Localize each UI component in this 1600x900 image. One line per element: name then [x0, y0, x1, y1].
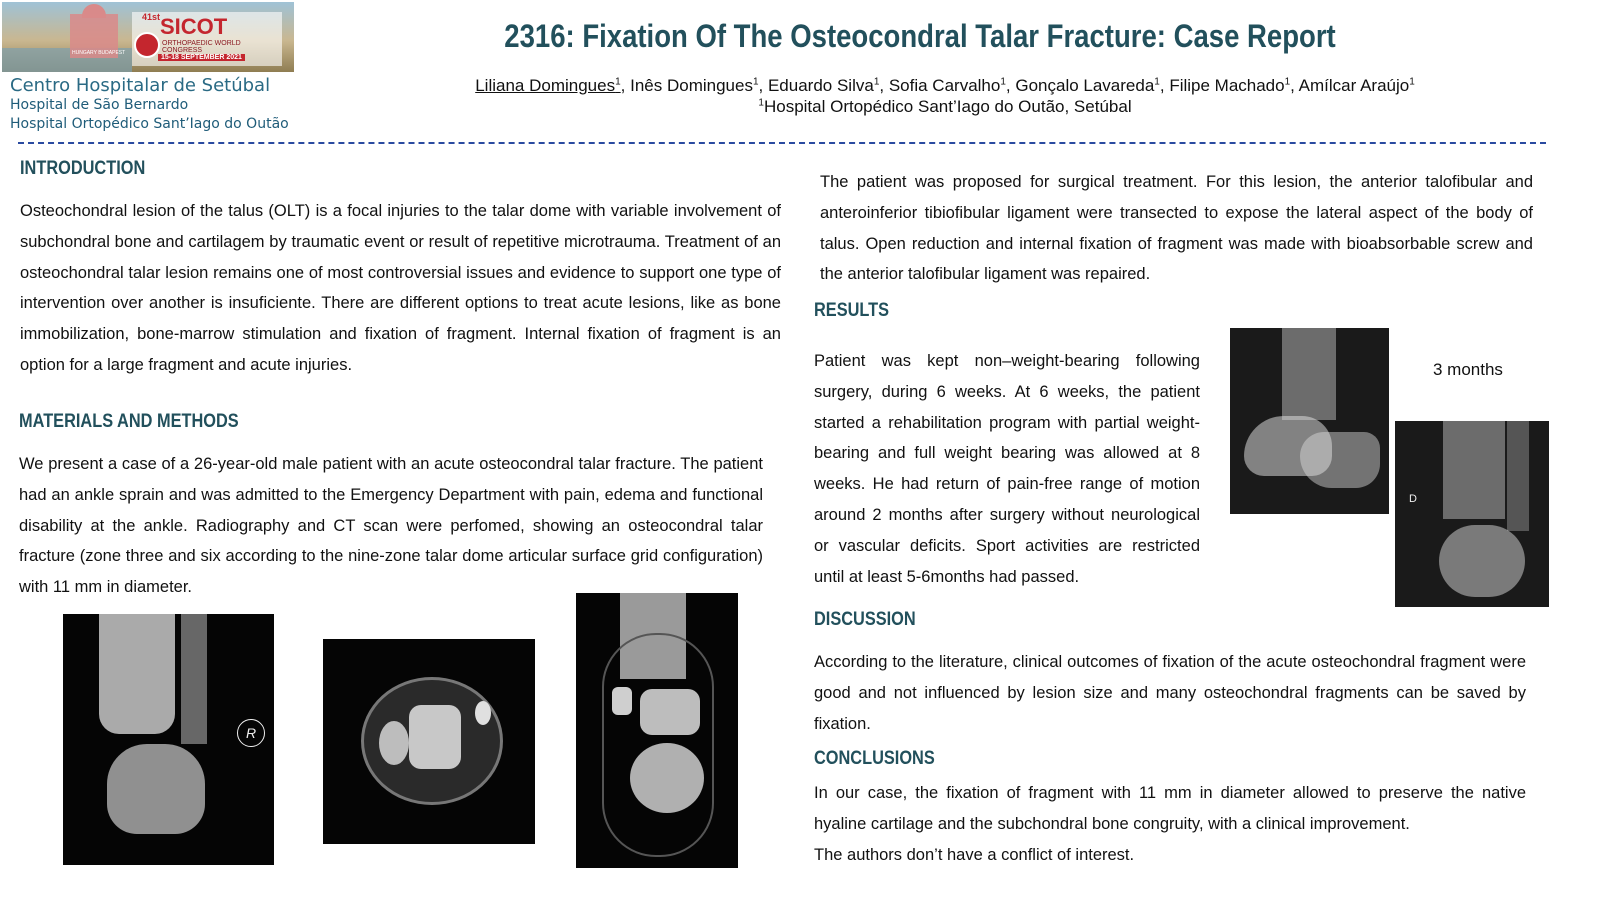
sicot-edition: 41st: [142, 12, 161, 22]
discussion-text: According to the literature, clinical outcomes of fixation of the acute osteochondral fragment were good and not influenced by lesion size and many osteochondral fragments can be saved by fixation.: [814, 653, 1526, 733]
conflict-statement: The authors don’t have a conflict of interest.: [814, 846, 1135, 864]
radiograph-marker-r: R: [237, 719, 265, 747]
followup-xray-ap: [1395, 421, 1549, 607]
radiograph-marker-d: D: [1409, 493, 1417, 505]
author-list: [300, 76, 1590, 96]
first-author: Liliana Domingues$^1$: [475, 76, 621, 95]
affiliation: $^1$Hospital Ortopédico Sant’Iago do Outão, Setúbal: [758, 97, 1132, 116]
banner-city: HUNGARY BUDAPEST: [72, 50, 126, 56]
hospital-sub-1: Hospital de São Bernardo: [10, 97, 189, 113]
author-name: Filipe Machado$^1$: [1169, 76, 1291, 95]
congress-banner-logo: [2, 2, 294, 72]
poster-title: 2316: Fixation Of The Osteocondral Talar Fracture: Case Report: [504, 18, 1336, 54]
sicot-logo: [132, 12, 282, 66]
results-heading: RESULTS: [814, 300, 890, 321]
author-name: Eduardo Silva$^1$: [767, 76, 880, 95]
ankle-xray-ap: [63, 614, 274, 865]
ct-coronal-scan: [576, 593, 738, 868]
treatment-text: The patient was proposed for surgical treatment. For this lesion, the anterior talofibular and anteroinferior tibiofibular ligament were transected to expose the lateral aspect of the body of talus. Open reduction and internal fixation of fragment was made with bioabsorbable screw and the anterior talofibular ligament was repaired.: [820, 173, 1533, 284]
methods-text: We present a case of a 26-year-old male patient with an acute osteocondral talar fracture. The patient had an ankle sprain and was admitted to the Emergency Department with pain, edema and functional disability at the ankle. Radiography and CT scan were perfomed, showing an osteocondral talar fracture (zone three and six according to the nine-zone talar dome articular surface grid configuration) with 11 mm in diameter.: [19, 455, 763, 597]
author-name: Gonçalo Lavareda$^1$: [1015, 76, 1160, 95]
results-text: Patient was kept non–weight-bearing following surgery, during 6 weeks. At 6 weeks, the patient started a rehabilitation program with partial weight-bearing and full weight bearing was allowed at 8 weeks. He had return of pain-free range of motion around 2 months after surgery without neurological or vascular deficits. Sport activities are restricted until at least 5-6months had passed.: [814, 352, 1200, 586]
methods-heading: MATERIALS AND METHODS: [19, 411, 239, 432]
sicot-dates: 15-18 SEPTEMBER 2021: [158, 54, 245, 61]
ct-axial-scan: [323, 639, 535, 844]
sicot-name: SICOT: [160, 14, 228, 39]
conclusions-heading: CONCLUSIONS: [814, 748, 935, 769]
author-name: Sofia Carvalho$^1$: [888, 76, 1006, 95]
introduction-text: Osteochondral lesion of the talus (OLT) is a focal injuries to the talar dome with variable involvement of subchondral bone and cartilagem by traumatic event or result of repetitive microtrauma. Treatment of an osteochondral talar lesion remains one of most controversial issues and evidence to support one type of intervention over another is insuficiente. There are different options to treat acute lesions, like as bone immobilization, bone-marrow stimulation and fixation of fragment. Internal fixation of fragment is an option for a large fragment and acute injuries.: [20, 202, 781, 374]
other-authors: , Inês Domingues$^1$, Eduardo Silva$^1$, Sofia Carvalho$^1$, Gonçalo Lavareda$^1$, Filipe Machado$^1$, Amílcar Araújo$^1$: [620, 76, 1415, 95]
sicot-subtitle: ORTHOPAEDIC WORLD CONGRESS: [162, 40, 241, 54]
sicot-badge-icon: [134, 32, 160, 58]
header-divider: [18, 142, 1546, 144]
hospital-name: Centro Hospitalar de Setúbal: [10, 75, 271, 96]
conclusions-text: In our case, the fixation of fragment with 11 mm in diameter allowed to preserve the native hyaline cartilage and the subchondral bone congruity, with a clinical improvement.: [814, 784, 1526, 833]
author-name: Inês Domingues$^1$: [630, 76, 759, 95]
introduction-heading: INTRODUCTION: [20, 158, 146, 179]
followup-label: 3 months: [1433, 360, 1503, 379]
discussion-heading: DISCUSSION: [814, 609, 916, 630]
hospital-sub-2: Hospital Ortopédico Sant’Iago do Outão: [10, 116, 289, 132]
author-name: Amílcar Araújo$^1$: [1298, 76, 1415, 95]
followup-xray-lateral: [1230, 328, 1389, 514]
